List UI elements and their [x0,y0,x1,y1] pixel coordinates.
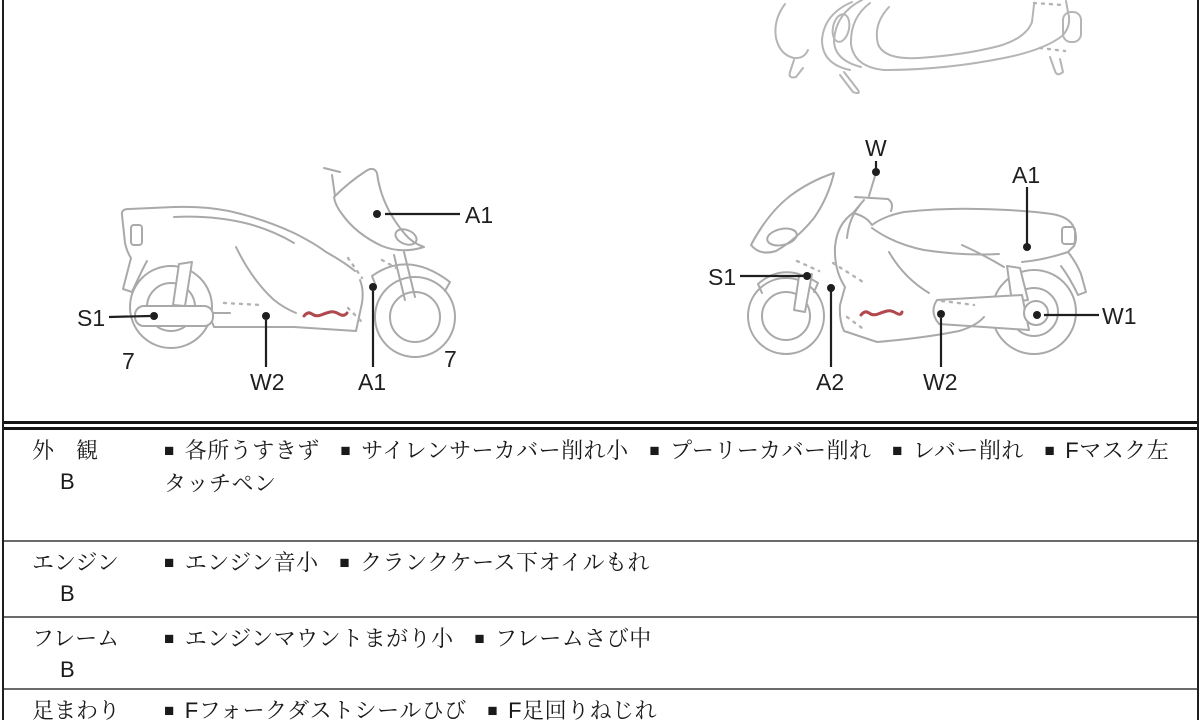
scooter-left-side-view-diagram [684,128,1159,403]
remark-item [649,438,871,463]
remark-text: クランクケース下オイルもれ [360,550,650,575]
callouts [708,135,1137,395]
table-row-engine [4,542,1197,618]
scooter-outline [122,168,455,357]
remark-item [164,626,454,651]
damage-scribble [861,311,902,315]
square-bullet-icon: ■ [340,441,352,460]
callout-label-s1: S1 [708,264,737,290]
top-view-sketch [775,0,1081,93]
callout-label-a1-top: A1 [465,202,494,228]
remarks-cell [164,542,1197,616]
remark-item [487,698,657,723]
remarks-cell [164,690,1197,728]
square-bullet-icon: ■ [487,701,499,720]
square-bullet-icon: ■ [164,701,175,720]
section-grade: B [60,657,75,682]
swingarm [933,295,1029,330]
callout-label-s1: S1 [77,305,106,331]
square-bullet-icon: ■ [649,441,661,460]
table-row-exterior [4,430,1197,542]
square-bullet-icon: ■ [164,629,175,648]
remark-text: Fマスク左タッチペン [164,438,1170,496]
remark-item [164,550,319,575]
section-cell [4,542,164,616]
tire-mark-rear: 7 [122,348,135,374]
remark-item [474,626,651,651]
mirror [324,168,340,196]
tail-light [1062,227,1075,244]
remark-text: レバー削れ [912,438,1024,463]
callout-label-w1: W1 [1102,303,1137,329]
callout-label-w: W [865,135,887,161]
condition-table [4,430,1197,728]
remark-text: Fフォークダストシールひび [184,698,467,723]
square-bullet-icon: ■ [164,553,175,572]
callout-label-w2: W2 [250,369,285,395]
remark-item [164,698,467,723]
callout-label-w2: W2 [923,369,958,395]
floor-panel [212,280,363,331]
remark-text: フレームさび中 [495,626,652,651]
square-bullet-icon: ■ [892,441,903,460]
table-row-frame [4,618,1197,690]
remark-text: F足回りねじれ [508,698,658,723]
section-cell [4,430,164,540]
callout-label-a1: A1 [1012,162,1041,188]
damage-scribble [304,312,347,316]
remark-text: 各所うすきず [184,438,320,463]
square-bullet-icon: ■ [1044,441,1056,460]
seat-and-tail [122,207,326,252]
remark-text: エンジンマウントまがり小 [184,626,454,651]
inspection-sheet [2,0,1199,723]
scooter-top-view-diagram [757,0,1094,95]
front-rim [390,292,440,342]
remarks-cell [164,430,1197,540]
vehicle-diagram-area [4,0,1197,421]
tail-light [131,225,142,245]
rear-shock [173,262,192,306]
section-grade: B [60,581,75,606]
remark-item [892,438,1024,463]
table-row-undercarriage [4,690,1197,728]
remark-text: サイレンサーカバー削れ小 [361,438,629,463]
remark-text: プーリーカバー削れ [670,438,872,463]
section-label: フレーム [32,626,120,651]
remark-text: エンジン音小 [184,550,319,575]
front-wheel [375,277,455,357]
remark-item [164,438,320,463]
scooter-outline [748,173,1086,354]
section-cell [4,690,164,728]
square-bullet-icon: ■ [474,629,486,648]
remark-item [339,550,650,575]
section-label: 外 観 [32,438,99,463]
remarks-cell [164,618,1197,688]
section-label: エンジン [32,550,119,575]
section-cell [4,618,164,688]
scooter-right-side-view-diagram [64,150,514,410]
section-label: 足まわり [32,698,121,723]
tire-mark-front: 7 [444,346,457,372]
windscreen-front-cowl [334,169,424,250]
square-bullet-icon: ■ [339,553,351,572]
remark-item [340,438,628,463]
section-grade: B [60,469,75,494]
square-bullet-icon: ■ [164,441,175,460]
callout-label-a2: A2 [816,369,845,395]
callout-label-a1-bottom: A1 [358,369,387,395]
